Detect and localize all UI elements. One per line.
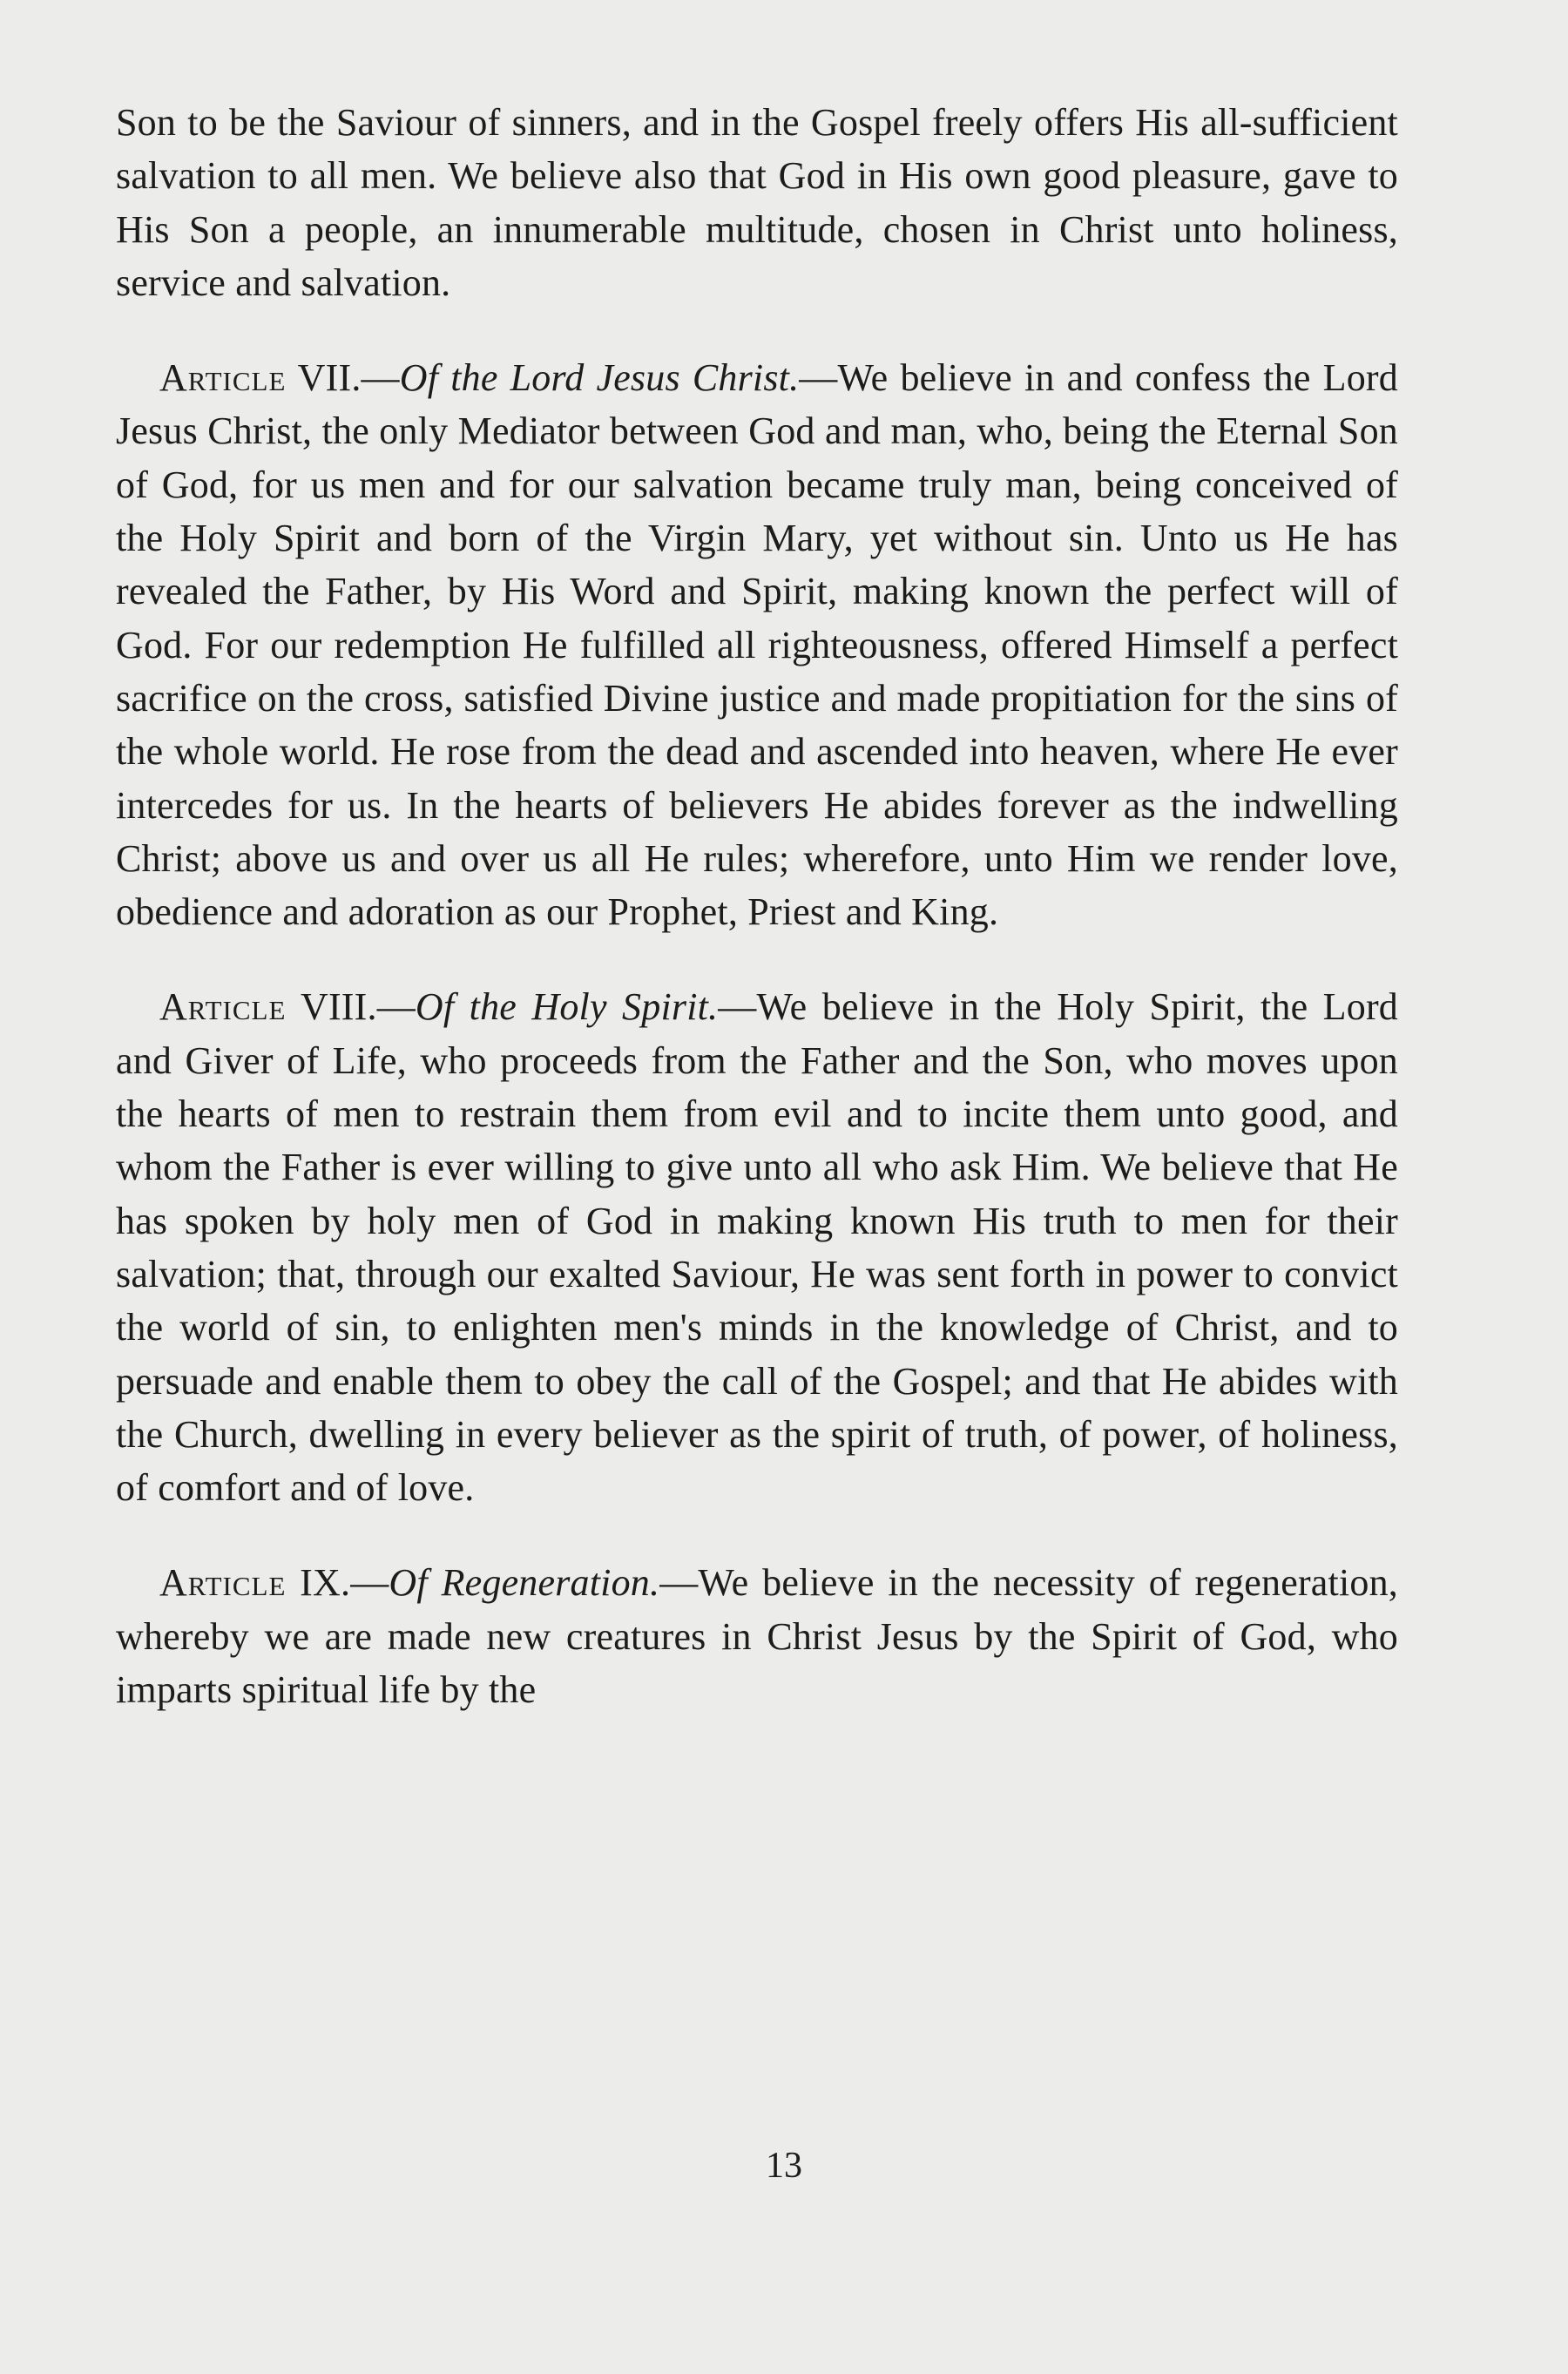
article-7-title: Of the Lord Jesus Christ. [399, 356, 800, 400]
continuation-paragraph: Son to be the Saviour of sinners, and in the Gospel freely offers His all-sufficient salvation to all men. We believe also that God in His own good pleasure, gave to His Son a people, an innumerable multitude, chosen in Christ unto holiness, service and salvation. [116, 101, 1398, 304]
article-8-title: Of the Holy Spirit. [415, 985, 719, 1029]
article-8-label: Article [159, 985, 287, 1029]
article-7-label: Article [159, 356, 287, 400]
page-body [116, 96, 1398, 1716]
article-9-title: Of Regeneration. [389, 1561, 660, 1605]
article-8-body: —We believe in the Holy Spirit, the Lord and Giver of Life, who proceeds from the Father and the Son, who moves upon the hearts of men to restrain them from evil and to incite them unto good, and whom the Father is ever willing to give unto all who ask Him. We believe that He has spoken by holy men of God in making known His truth to men for their salvation; that, through our exalted Saviour, He was sent forth in power to convict the world of sin, to enlighten men's minds in the knowledge of Christ, and to persuade and enable them to obey the call of the Gospel; and that He abides with the Church, dwelling in every believer as the spirit of truth, of power, of holiness, of comfort and of love. [116, 985, 1398, 1510]
page-number: 13 [766, 2146, 802, 2186]
article-7-body: —We believe in and confess the Lord Jesus Christ, the only Mediator between God and man, who, being the Eternal Son of God, for us men and for our salvation became truly man, being conceived of the Holy Spirit and born of the Virgin Mary, yet without sin. Unto us He has revealed the Father, by His Word and Spirit, making known the perfect will of God. For our redemption He fulfilled all righteousness, offered Himself a perfect sacrifice on the cross, satisfied Divine justice and made propitiation for the sins of the whole world. He rose from the dead and ascended into heaven, where He ever intercedes for us. In the hearts of believers He abides forever as the indwelling Christ; above us and over us all He rules; wherefore, unto Him we render love, obedience and adoration as our Prophet, Priest and King. [116, 356, 1398, 934]
article-8-paragraph [116, 980, 1398, 1514]
article-7-paragraph [116, 351, 1398, 938]
article-9-paragraph [116, 1556, 1398, 1716]
article-9-label: Article [159, 1561, 287, 1605]
article-9-body: —We believe in the necessity of regeneration, whereby we are made new creatures in Christ Jesus by the Spirit of God, who imparts spiritual life by the [116, 1561, 1398, 1712]
article-7-number: VII.— [286, 356, 400, 400]
article-8-number: VIII.— [286, 985, 416, 1029]
article-9-number: IX.— [286, 1561, 389, 1605]
